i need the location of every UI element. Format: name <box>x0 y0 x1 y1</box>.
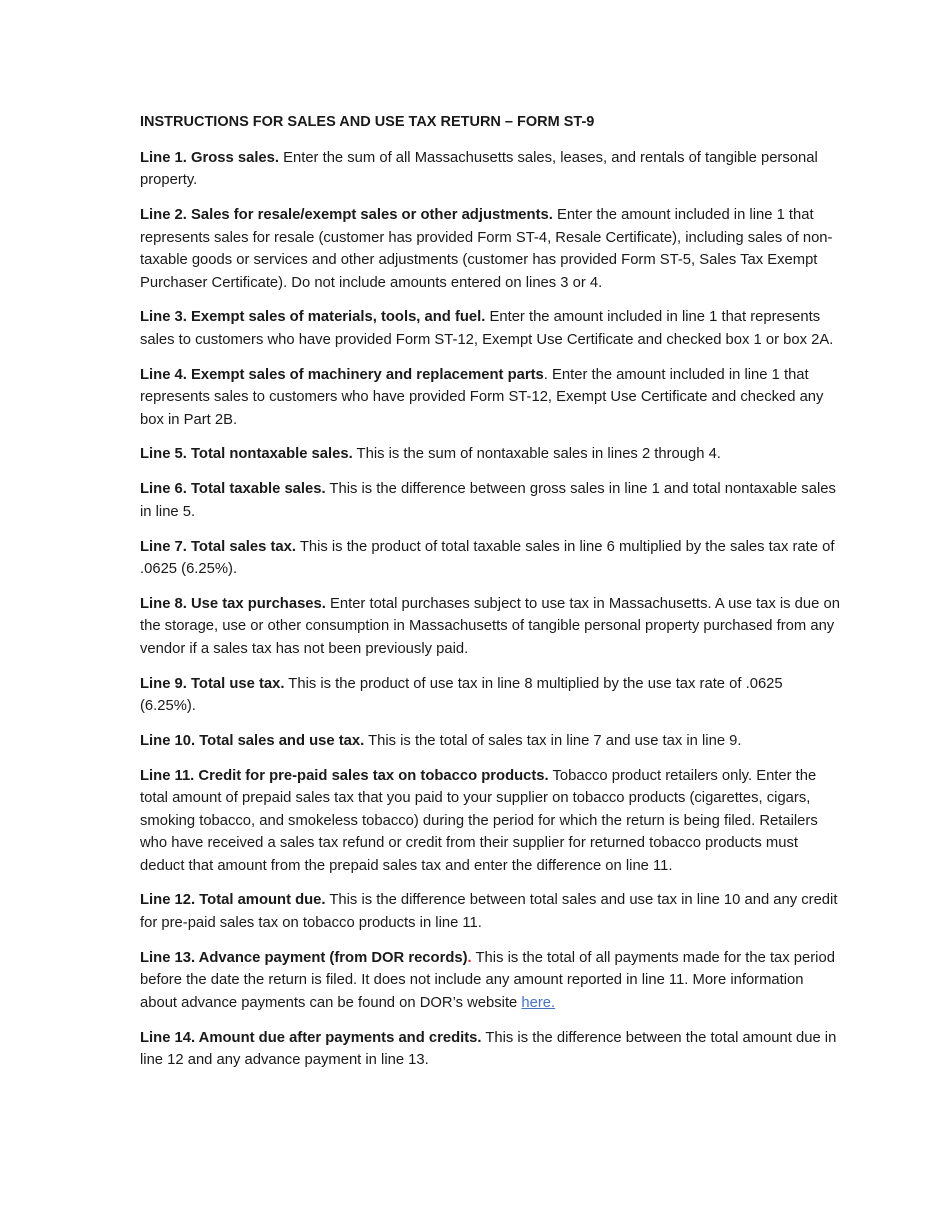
line-heading: Line 12. Total amount due. <box>140 892 326 909</box>
advance-payments-link[interactable]: here. <box>521 994 556 1011</box>
instruction-line-12 <box>140 889 840 934</box>
line-heading: Line 1. Gross sales. <box>140 150 279 166</box>
line-body: This is the difference between the total amount due in line 12 and any advance payment in line 13. <box>140 1029 837 1068</box>
line-body: This is the total of all payments made for the tax period before the date the return is filed. It does not include any amount reported in line 11. More information about advance payments can be found on DOR’s website <box>140 949 835 1011</box>
instruction-line-5 <box>140 443 840 465</box>
line-heading: Line 5. Total nontaxable sales. <box>140 446 353 463</box>
line-heading: Line 9. Total use tax. <box>140 675 285 692</box>
instruction-line-1 <box>140 147 840 192</box>
instruction-line-7 <box>140 536 840 581</box>
document-title: INSTRUCTIONS FOR SALES AND USE TAX RETURN – FORM ST-9 <box>140 114 595 130</box>
instruction-line-9 <box>140 673 840 718</box>
line-heading: Line 3. Exempt sales of materials, tools, and fuel. <box>140 309 486 326</box>
line-heading: Line 8. Use tax purchases. <box>140 596 326 612</box>
instruction-line-11 <box>140 765 840 877</box>
line-body: Enter the amount included in line 1 that represents sales to customers who have provided Form ST-12, Exempt Use Certificate and checked box 1 or box 2A. <box>140 309 834 348</box>
instructions-document <box>140 112 840 1084</box>
instruction-line-3 <box>140 306 840 351</box>
line-body: Enter the amount included in line 1 that represents sales for resale (customer has provided Form ST-4, Resale Certificate), including sales of non-taxable goods or services and other adjustments (customer has provided Form ST-5, Sales Tax Exempt Purchaser Certificate). Do not include amounts entered on lines 3 or 4. <box>140 207 833 291</box>
instruction-line-4 <box>140 364 840 431</box>
line-body: This is the sum of nontaxable sales in lines 2 through 4. <box>352 446 721 463</box>
line-body: This is the difference between total sales and use tax in line 10 and any credit for pre-paid sales tax on tobacco products in line 11. <box>140 892 838 931</box>
line-body: This is the difference between gross sales in line 1 and total nontaxable sales in line 5. <box>140 481 836 520</box>
line-heading: Line 10. Total sales and use tax. <box>140 733 365 750</box>
instruction-line-8 <box>140 593 840 660</box>
line-heading: Line 7. Total sales tax. <box>140 538 296 555</box>
instruction-line-2 <box>140 204 840 294</box>
line-heading: Line 11. Credit for pre-paid sales tax on tobacco products. <box>140 767 549 784</box>
line-heading: Line 14. Amount due after payments and credits. <box>140 1029 482 1046</box>
line-heading: Line 2. Sales for resale/exempt sales or other adjustments. <box>140 207 553 224</box>
line-heading: Line 13. Advance payment (from DOR records) <box>140 949 468 966</box>
line-body: Enter total purchases subject to use tax in Massachusetts. A use tax is due on the storage, use or other consumption in Massachusetts of tangible personal property purchased from any vendor if a sales tax has not been previously paid. <box>140 596 840 657</box>
line-body: Enter the sum of all Massachusetts sales, leases, and rentals of tangible personal property. <box>140 150 818 189</box>
line-body: This is the product of total taxable sales in line 6 multiplied by the sales tax rate of .0625 (6.25%). <box>140 538 835 578</box>
line-heading-period: . <box>467 949 472 966</box>
instruction-line-10 <box>140 730 840 752</box>
instruction-line-14 <box>140 1027 840 1072</box>
line-body: This is the total of sales tax in line 7 and use tax in line 9. <box>364 733 742 750</box>
line-heading: Line 6. Total taxable sales. <box>140 481 326 498</box>
line-body: This is the product of use tax in line 8 multiplied by the use tax rate of .0625 (6.25%). <box>140 675 783 715</box>
line-body: Tobacco product retailers only. Enter the total amount of prepaid sales tax that you paid to your supplier on tobacco products (cigarettes, cigars, smoking tobacco, and smokeless tobacco) during the period for which the return is being filed. Retailers who have received a sales tax refund or credit from their supplier for returned tobacco products must deduct that amount from the prepaid sales tax and enter the difference on line 11. <box>140 767 818 874</box>
line-heading: Line 4. Exempt sales of machinery and replacement parts <box>140 366 544 383</box>
instruction-line-6 <box>140 478 840 523</box>
line-body: . Enter the amount included in line 1 that represents sales to customers who have provided Form ST-12, Exempt Use Certificate and checked any box in Part 2B. <box>140 366 824 428</box>
instruction-line-13 <box>140 947 840 1014</box>
